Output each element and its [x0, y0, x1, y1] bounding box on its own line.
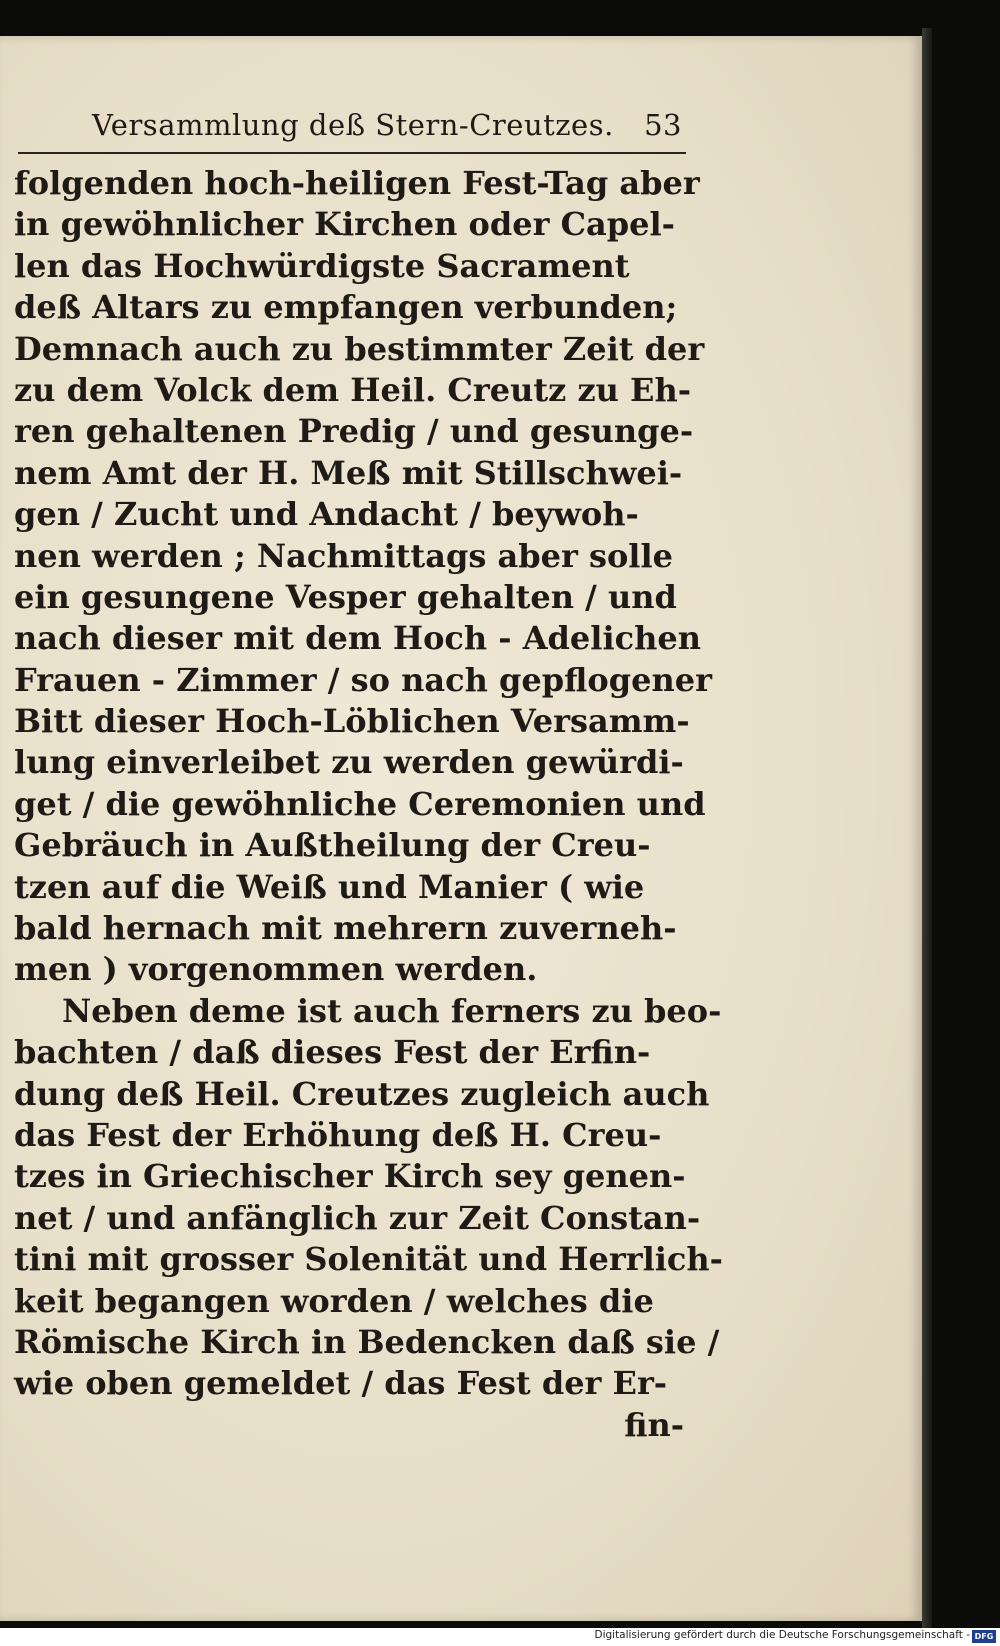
running-title: Versammlung deß Stern-Creutzes.: [92, 108, 614, 142]
page-edge: [922, 28, 932, 1628]
text-line: Gebräuch in Außtheilung der Creu-: [14, 826, 651, 865]
text-line: len das Hochwürdigste Sacrament: [14, 246, 630, 285]
text-line: Demnach auch zu bestimmter Zeit der: [14, 329, 705, 368]
page-number: 53: [644, 108, 682, 142]
text-line: nen werden ; Nachmittags aber solle: [14, 536, 673, 575]
text-line: Römische Kirch in Bedencken daß sie /: [14, 1322, 720, 1361]
paragraph-start-line: Neben deme ist auch ferners zu beo-: [62, 991, 722, 1030]
text-line: in gewöhnlicher Kirchen oder Capel-: [14, 205, 675, 244]
text-line: nem Amt der H. Meß mit Stillschwei-: [14, 453, 683, 492]
text-line: keit begangen worden / welches die: [14, 1281, 654, 1320]
text-line: nach dieser mit dem Hoch - Adelichen: [14, 619, 701, 658]
text-line: bachten / daß dieses Fest der Erfin-: [14, 1033, 651, 1072]
text-line: get / die gewöhnliche Ceremonien und: [14, 784, 706, 823]
text-line: tini mit grosser Solenität und Herrlich-: [14, 1240, 723, 1279]
text-line: Frauen - Zimmer / so nach gepflogener: [14, 660, 712, 699]
text-line: net / und anfänglich zur Zeit Constan-: [14, 1198, 701, 1237]
text-line: deß Altars zu empfangen verbunden;: [14, 288, 678, 327]
text-line: ein gesungene Vesper gehalten / und: [14, 577, 677, 616]
catchword: fin-: [624, 1405, 684, 1444]
text-line: folgenden hoch-heiligen Fest-Tag aber: [14, 164, 700, 202]
text-line: das Fest der Erhöhung deß H. Creu-: [14, 1115, 662, 1154]
dfg-logo: DFG: [972, 1630, 996, 1643]
body-text: [14, 163, 723, 1446]
text-line: ren gehaltenen Predig / und gesunge-: [14, 412, 694, 451]
text-line: lung einverleibet zu werden gewürdi-: [14, 743, 684, 782]
text-line: tzes in Griechischer Kirch sey genen-: [14, 1157, 686, 1196]
text-line: dung deß Heil. Creutzes zugleich auch: [14, 1074, 710, 1113]
text-line: zu dem Volck dem Heil. Creutz zu Eh-: [14, 370, 691, 409]
head-rule: [18, 152, 686, 154]
text-line: tzen auf die Weiß und Manier ( wie: [14, 867, 645, 906]
text-line: gen / Zucht und Andacht / beywoh-: [14, 495, 639, 534]
text-line: men ) vorgenommen werden.: [14, 950, 538, 989]
footer-credit: Digitalisierung gefördert durch die Deutsche Forschungsgemeinschaft -: [594, 1629, 970, 1641]
text-line: bald hernach mit mehrern zuverneh-: [14, 909, 677, 948]
text-line: Bitt dieser Hoch-Löblichen Versamm-: [14, 702, 690, 741]
running-head: [92, 108, 682, 148]
text-line: wie oben gemeldet / das Fest der Er-: [14, 1364, 668, 1403]
